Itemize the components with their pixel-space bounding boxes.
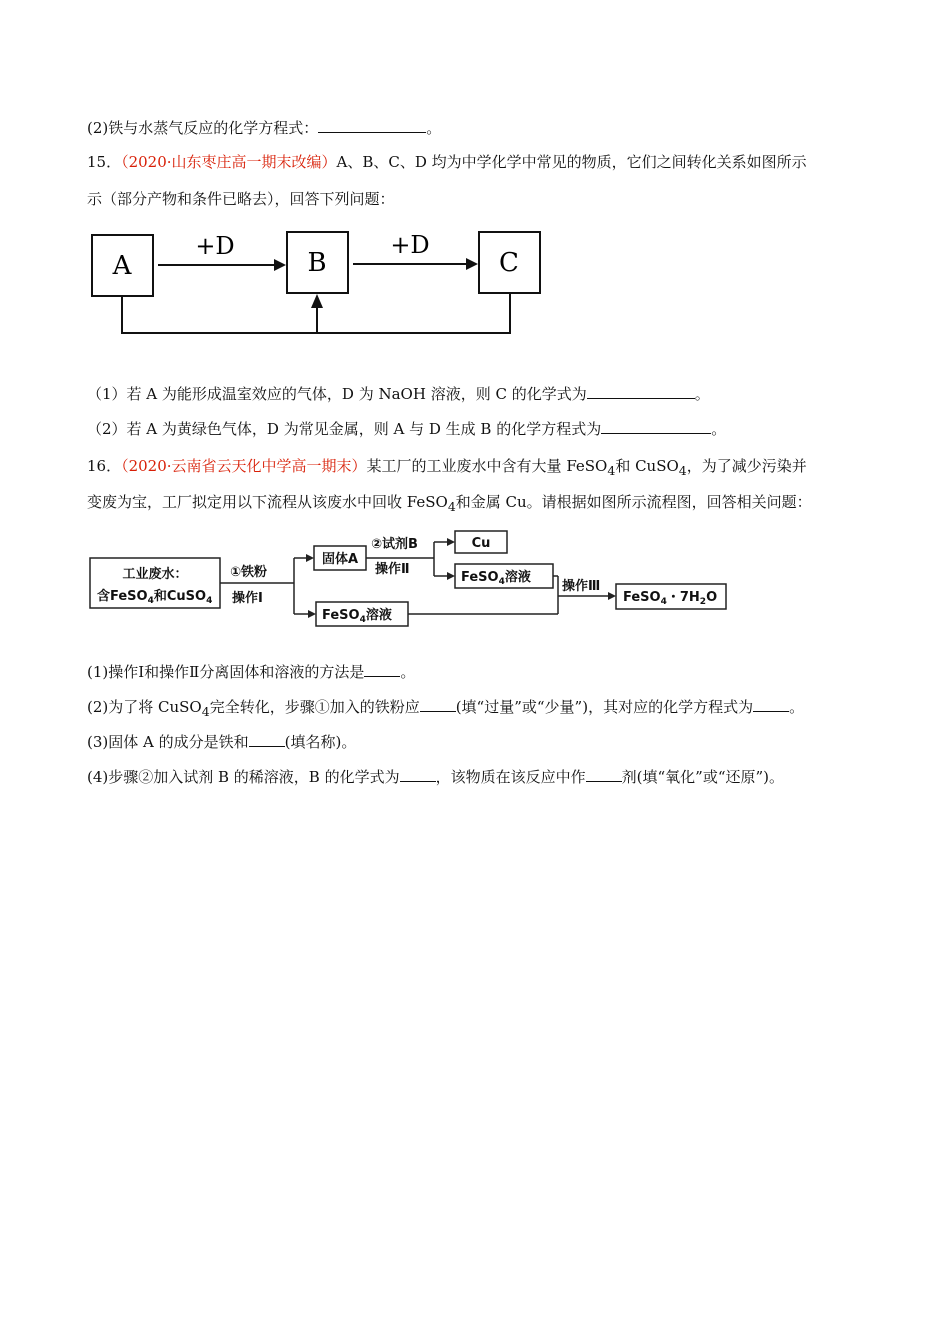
solid-a-label: 固体A xyxy=(321,552,359,567)
q15-sub2-line xyxy=(87,418,726,440)
q16-sub2-line xyxy=(87,696,804,723)
q16-stem-text: 变废为宝，工厂拟定用以下流程从该废水中回收 FeSO xyxy=(87,493,448,511)
q16-sub1-line xyxy=(87,661,415,683)
period: 。 xyxy=(711,420,727,438)
q16-sub1-text: (1)操作Ⅰ和操作Ⅱ分离固体和溶液的方法是 xyxy=(87,663,365,681)
q16-sub3-text: (3)固体 A 的成分是铁和 xyxy=(87,733,249,751)
q16-stem-text: 和金属 Cu。请根据如图所示流程图，回答相关问题： xyxy=(455,493,812,511)
q16-stem-line2 xyxy=(87,491,812,518)
answer-blank[interactable] xyxy=(420,697,456,712)
q16-stem-line1 xyxy=(87,455,807,482)
waste-label-line2: 含FeSO$_4$和CuSO$_4$ xyxy=(97,589,213,606)
q15-stem-line1 xyxy=(87,151,807,173)
q14-part2-line xyxy=(87,117,441,139)
q15-stem-text: A、B、C、D 均为中学化学中常见的物质，它们之间转化关系如图所示 xyxy=(336,153,807,171)
subscript: 4 xyxy=(678,463,687,478)
box-a-label: A xyxy=(112,251,132,281)
q16-sub4-text: ，该物质在该反应中作 xyxy=(435,768,586,786)
answer-blank[interactable] xyxy=(364,662,400,677)
q14-part2-text: (2)铁与水蒸气反应的化学方程式： xyxy=(87,119,319,137)
q16-sub2-text: (2)为了将 CuSO xyxy=(87,698,202,716)
q15-sub1-line xyxy=(87,383,710,405)
waste-label-line1: 工业废水： xyxy=(122,567,188,582)
question-source: （2020·山东枣庄高一期末改编） xyxy=(121,153,337,171)
operation3-label: 操作Ⅲ xyxy=(562,579,601,594)
answer-blank[interactable] xyxy=(601,419,711,434)
q15-sub1-text: （1）若 A 为能形成温室效应的气体，D 为 NaOH 溶液，则 C 的化学式为 xyxy=(87,385,587,403)
operation2-label: 操作Ⅱ xyxy=(375,562,410,577)
subscript: 4 xyxy=(201,704,210,719)
period: 。 xyxy=(694,385,710,403)
answer-blank[interactable] xyxy=(586,767,622,782)
answer-blank[interactable] xyxy=(400,767,436,782)
period: 。 xyxy=(426,119,442,137)
q16-stem-text: ，为了减少污染并 xyxy=(686,457,807,475)
q16-sub4-text: (4)步骤②加入试剂 B 的稀溶液，B 的化学式为 xyxy=(87,768,400,786)
answer-blank[interactable] xyxy=(249,732,285,747)
period: 。 xyxy=(789,698,805,716)
feso4-solution-top-label: FeSO$_4$溶液 xyxy=(461,570,531,587)
q15-sub2-text: （2）若 A 为黄绿色气体，D 为常见金属，则 A 与 D 生成 B 的化学方程式为 xyxy=(87,420,602,438)
q16-flowchart xyxy=(88,528,738,630)
period: 。 xyxy=(400,663,416,681)
q16-sub3-text: (填名称)。 xyxy=(284,733,357,751)
step1-label: ①铁粉 xyxy=(230,565,268,580)
q15-stem-line2 xyxy=(87,188,395,210)
box-b-label: B xyxy=(307,248,327,278)
subscript: 4 xyxy=(447,499,456,514)
operation1-label: 操作Ⅰ xyxy=(232,591,263,606)
subscript: 4 xyxy=(607,463,616,478)
answer-blank[interactable] xyxy=(587,384,695,399)
q15-conversion-diagram xyxy=(90,228,545,338)
question-number: 16． xyxy=(87,457,122,475)
q16-sub2-text: 完全转化，步骤①加入的铁粉应 xyxy=(209,698,420,716)
q16-stem-text: 和 CuSO xyxy=(615,457,679,475)
feso4-solution-bottom-label: FeSO$_4$溶液 xyxy=(322,608,392,625)
q16-sub3-line xyxy=(87,731,356,753)
step2-label: ②试剂B xyxy=(371,537,418,552)
q16-sub4-line xyxy=(87,766,784,788)
q16-sub4-text: 剂(填“氧化”或“还原”)。 xyxy=(621,768,785,786)
arrow1-label: +D xyxy=(195,232,235,260)
question-source: （2020·云南省云天化中学高一期末） xyxy=(121,457,367,475)
box-c-label: C xyxy=(499,248,519,278)
q15-stem-text-2: 示（部分产物和条件已略去），回答下列问题： xyxy=(87,190,395,208)
product-label: FeSO$_4$・$7H_2O$ xyxy=(623,590,718,607)
arrow2-label: +D xyxy=(390,231,430,259)
answer-blank[interactable] xyxy=(318,118,426,133)
answer-blank[interactable] xyxy=(753,697,789,712)
q16-sub2-text: (填“过量”或“少量”)，其对应的化学方程式为 xyxy=(455,698,754,716)
cu-label: Cu xyxy=(471,536,491,551)
question-number: 15． xyxy=(87,153,122,171)
q16-stem-text: 某工厂的工业废水中含有大量 FeSO xyxy=(366,457,608,475)
